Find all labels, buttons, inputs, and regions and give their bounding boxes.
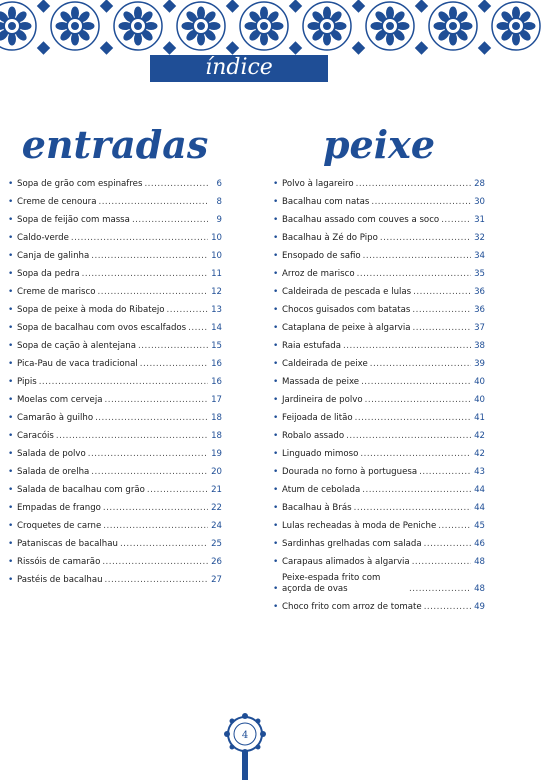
azulejo-tile [51,2,99,50]
bullet-icon: • [273,341,279,351]
bullet-icon: • [273,305,279,315]
bullet-icon: • [273,197,279,207]
list-item[interactable]: • Carapaus alimados à algarvia ..... 48 [273,553,485,571]
list-item[interactable]: • Choco frito com arroz de tomate ..... 49 [273,598,485,616]
list-item[interactable]: • Creme de cenoura ..... 8 [8,193,222,211]
bullet-icon: • [8,413,14,423]
list-item[interactable]: • Chocos guisados com batatas ..... 36 [273,301,485,319]
bullet-icon: • [8,233,14,243]
list-item[interactable]: • Salada de orelha ..... 20 [8,463,222,481]
page-title: índice [150,55,328,82]
bullet-icon: • [8,359,14,369]
bullet-icon: • [273,323,279,333]
list-item[interactable]: • Moelas com cerveja ..... 17 [8,391,222,409]
bullet-icon: • [273,233,279,243]
list-item[interactable]: • Peixe-espada frito com açorda de ovas ..... 48 [273,571,485,598]
list-item[interactable]: • Sopa de feijão com massa ..... 9 [8,211,222,229]
peixe-column [273,120,485,616]
bullet-icon: • [8,215,14,225]
page-number: 4 [241,730,249,741]
list-item[interactable]: • Bacalhau com natas ..... 30 [273,193,485,211]
bullet-icon: • [273,431,279,441]
azulejo-tile [303,2,351,50]
bullet-icon: • [8,377,14,387]
bullet-icon: • [8,575,14,585]
bullet-icon: • [8,305,14,315]
azulejo-tile [177,2,225,50]
list-item[interactable]: • Canja de galinha ..... 10 [8,247,222,265]
bullet-icon: • [8,269,14,279]
bullet-icon: • [8,287,14,297]
list-item[interactable]: • Pica-Pau de vaca tradicional ..... 16 [8,355,222,373]
azulejo-tile [240,2,288,50]
peixe-heading: peixe [322,122,435,167]
list-item[interactable]: • Bacalhau à Zé do Pipo ..... 32 [273,229,485,247]
bullet-icon: • [8,431,14,441]
bullet-icon: • [273,395,279,405]
list-item[interactable]: • Caldeirada de peixe ..... 39 [273,355,485,373]
list-item[interactable]: • Caldeirada de pescada e lulas ..... 36 [273,283,485,301]
bullet-icon: • [273,359,279,369]
list-item[interactable]: • Bacalhau assado com couves a soco ..... 31 [273,211,485,229]
list-item[interactable]: • Croquetes de carne ..... 24 [8,517,222,535]
bullet-icon: • [273,539,279,549]
bullet-icon: • [273,215,279,225]
bullet-icon: • [273,377,279,387]
bullet-icon: • [273,503,279,513]
bullet-icon: • [273,557,279,567]
list-item[interactable]: • Pataniscas de bacalhau ..... 25 [8,535,222,553]
azulejo-tile [114,2,162,50]
peixe-list [273,175,485,616]
list-item[interactable]: • Robalo assado ..... 42 [273,427,485,445]
bullet-icon: • [8,197,14,207]
bullet-icon: • [8,467,14,477]
list-item[interactable]: • Caracóis ..... 18 [8,427,222,445]
list-item[interactable]: • Sopa da pedra ..... 11 [8,265,222,283]
list-item[interactable]: • Camarão à guilho ..... 18 [8,409,222,427]
entradas-heading: entradas [21,122,209,167]
list-item[interactable]: • Feijoada de litão ..... 41 [273,409,485,427]
list-item[interactable]: • Atum de cebolada ..... 44 [273,481,485,499]
list-item[interactable]: • Empadas de frango ..... 22 [8,499,222,517]
list-item[interactable]: • Caldo-verde ..... 10 [8,229,222,247]
bullet-icon: • [8,323,14,333]
list-item[interactable]: • Creme de marisco ..... 12 [8,283,222,301]
bullet-icon: • [8,539,14,549]
list-item[interactable]: • Sardinhas grelhadas com salada ..... 46 [273,535,485,553]
list-item[interactable]: • Sopa de grão com espinafres ..... 6 [8,175,222,193]
bullet-icon: • [8,521,14,531]
list-item[interactable]: • Sopa de peixe à moda do Ribatejo ..... 13 [8,301,222,319]
bullet-icon: • [8,179,14,189]
bullet-icon: • [273,251,279,261]
list-item[interactable]: • Sopa de cação à alentejana ..... 15 [8,337,222,355]
bullet-icon: • [8,503,14,513]
bullet-icon: • [273,485,279,495]
list-item[interactable]: • Ensopado de safio ..... 34 [273,247,485,265]
entradas-column [8,120,222,589]
bullet-icon: • [273,287,279,297]
bullet-icon: • [273,584,279,594]
list-item[interactable]: • Dourada no forno à portuguesa ..... 43 [273,463,485,481]
list-item[interactable]: • Raia estufada ..... 38 [273,337,485,355]
page-number-medallion [223,712,267,780]
bullet-icon: • [8,395,14,405]
list-item[interactable]: • Pastéis de bacalhau ..... 27 [8,571,222,589]
list-item[interactable]: • Linguado mimoso ..... 42 [273,445,485,463]
list-item[interactable]: • Salada de polvo ..... 19 [8,445,222,463]
bullet-icon: • [273,602,279,612]
list-item[interactable]: • Arroz de marisco ..... 35 [273,265,485,283]
list-item[interactable]: • Sopa de bacalhau com ovos escalfados ..... 14 [8,319,222,337]
azulejo-tile [492,2,540,50]
list-item[interactable]: • Polvo à lagareiro ..... 28 [273,175,485,193]
list-item[interactable]: • Pipis ..... 16 [8,373,222,391]
bullet-icon: • [8,251,14,261]
azulejo-tile [366,2,414,50]
list-item[interactable]: • Cataplana de peixe à algarvia ..... 37 [273,319,485,337]
bullet-icon: • [273,449,279,459]
bullet-icon: • [8,341,14,351]
bullet-icon: • [273,179,279,189]
bullet-icon: • [273,413,279,423]
list-item[interactable]: • Lulas recheadas à moda de Peniche ..... 45 [273,517,485,535]
bullet-icon: • [8,485,14,495]
list-item[interactable]: • Jardineira de polvo ..... 40 [273,391,485,409]
list-item[interactable]: • Rissóis de camarão ..... 26 [8,553,222,571]
list-item[interactable]: • Bacalhau à Brás ..... 44 [273,499,485,517]
list-item[interactable]: • Massada de peixe ..... 40 [273,373,485,391]
bullet-icon: • [273,521,279,531]
bullet-icon: • [8,449,14,459]
list-item[interactable]: • Salada de bacalhau com grão ..... 21 [8,481,222,499]
azulejo-tile [429,2,477,50]
bullet-icon: • [273,269,279,279]
entradas-list [8,175,222,589]
bullet-icon: • [8,557,14,567]
bullet-icon: • [273,467,279,477]
